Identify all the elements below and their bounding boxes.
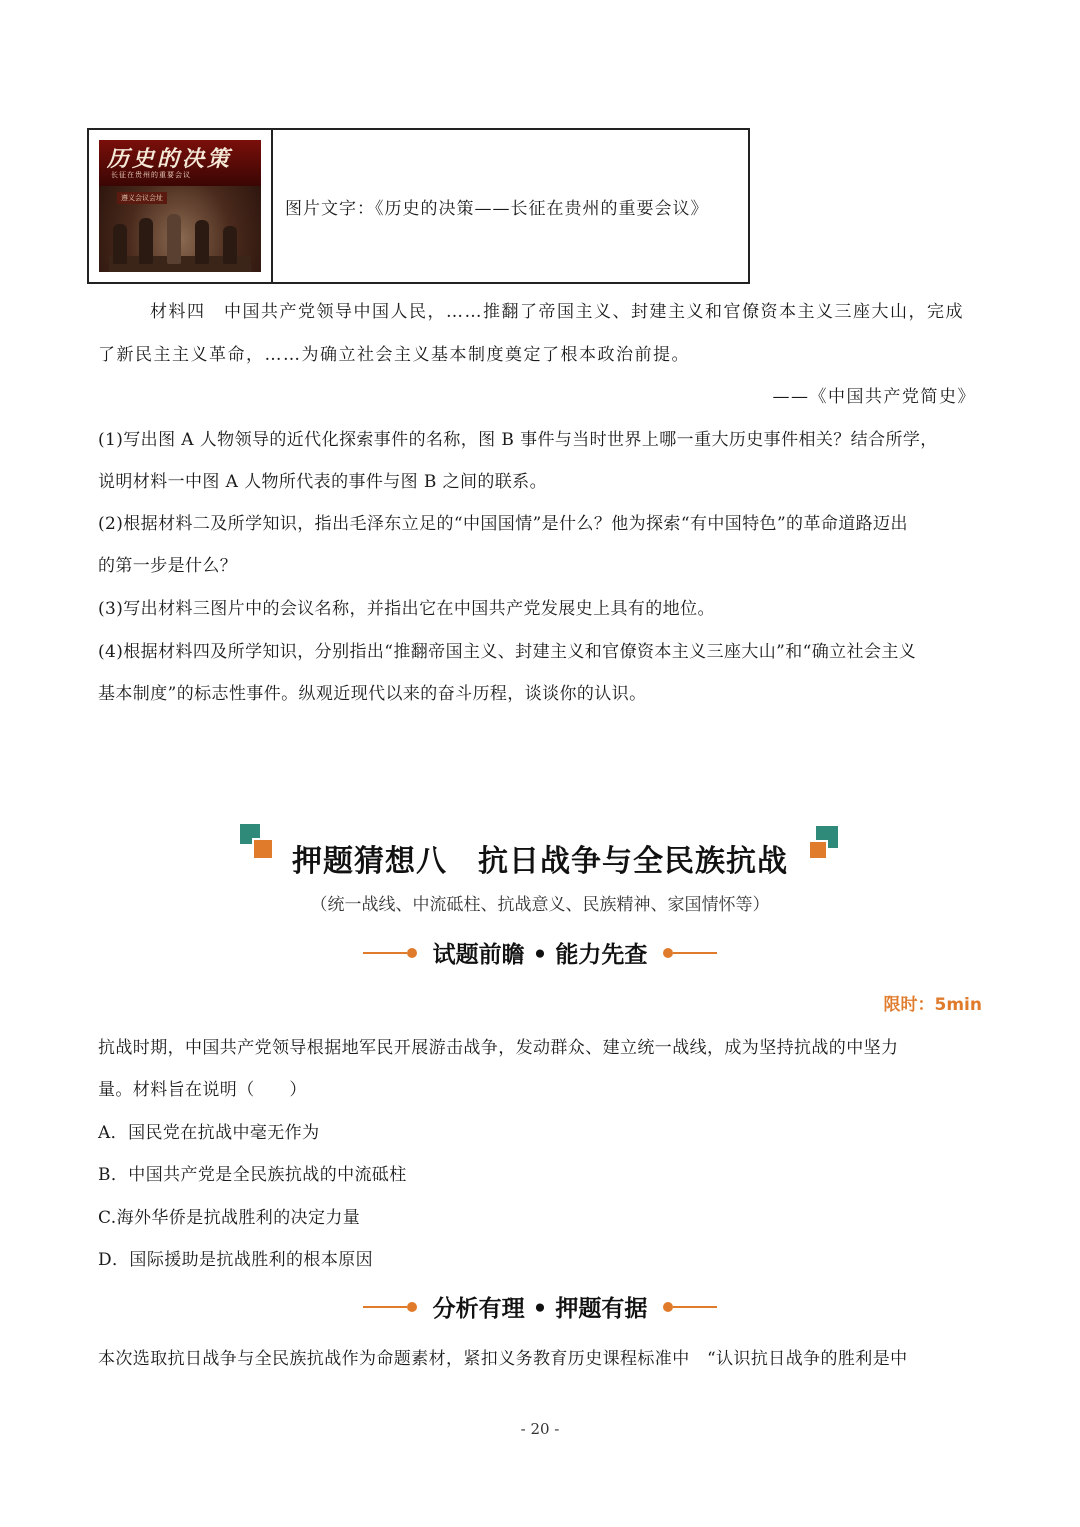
poster-title: 历史的决策 — [107, 146, 233, 172]
poster-cell — [89, 130, 273, 282]
analysis-line1: 本次选取抗日战争与全民族抗战作为命题素材，紧扣义务教育历史课程标准中 “认识抗日战争的胜利是中 — [98, 1349, 908, 1369]
material4-line1: 材料四 中国共产党领导中国人民，……推翻了帝国主义、封建主义和官僚资本主义三座大山，完成 — [150, 302, 964, 322]
question-2-line2: 的第一步是什么？ — [98, 556, 238, 576]
option-b: B．中国共产党是全民族抗战的中流砥柱 — [98, 1165, 407, 1185]
meeting-poster-image — [99, 140, 261, 272]
option-d: D．国际援助是抗战胜利的根本原因 — [98, 1250, 374, 1270]
question-1-line1: (1)写出图 A 人物领导的近代化探索事件的名称，图 B 事件与当时世界上哪一重大历史事件相关？结合所学， — [98, 430, 938, 450]
option-a: A．国民党在抗战中毫无作为 — [98, 1123, 320, 1143]
divider-line — [673, 952, 717, 954]
divider-dot-icon — [407, 948, 417, 958]
section-subtitle: （统一战线、中流砥柱、抗战意义、民族精神、家国情怀等） — [310, 895, 770, 915]
section-title: 押题猜想八 抗日战争与全民族抗战 — [292, 844, 788, 879]
question-2-line1: (2)根据材料二及所学知识，指出毛泽东立足的“中国国情”是什么？他为探索“有中国特色”的革命道路迈出 — [98, 514, 908, 534]
page-number: - 20 - — [520, 1420, 560, 1438]
poster-figure — [195, 220, 209, 264]
divider-label: 分析有理 • 押题有据 — [432, 1296, 648, 1322]
caption-cell — [273, 130, 748, 282]
divider-line — [363, 952, 407, 954]
question-4-line2: 基本制度”的标志性事件。纵观近现代以来的奋斗历程，谈谈你的认识。 — [98, 684, 647, 704]
material4-line2: 了新民主主义革命，……为确立社会主义基本制度奠定了根本政治前提。 — [98, 345, 690, 365]
poster-sign: 遵义会议会址 — [117, 192, 167, 204]
poster-figure — [113, 224, 127, 264]
divider-preview — [0, 936, 1080, 969]
material4-source: ——《中国共产党简史》 — [772, 387, 976, 407]
material3-table — [87, 128, 750, 284]
poster-figure — [139, 218, 153, 264]
time-limit: 限时：5min — [883, 995, 982, 1015]
image-caption: 图片文字：《历史的决策——长征在贵州的重要会议》 — [285, 198, 709, 219]
poster-figure — [167, 214, 181, 264]
poster-figure — [223, 226, 237, 264]
divider-analysis — [0, 1290, 1080, 1323]
question-4-line1: (4)根据材料四及所学知识，分别指出“推翻帝国主义、封建主义和官僚资本主义三座大山”和“确立社会主义 — [98, 642, 917, 662]
divider-label: 试题前瞻 • 能力先查 — [432, 942, 648, 968]
stem-line2: 量。材料旨在说明（ ） — [98, 1080, 307, 1100]
poster-subtitle: 长征在贵州的重要会议 — [111, 171, 191, 179]
divider-line — [363, 1306, 407, 1308]
divider-dot-icon — [407, 1302, 417, 1312]
stem-line1: 抗战时期，中国共产党领导根据地军民开展游击战争，发动群众、建立统一战线，成为坚持抗战的中坚力 — [98, 1038, 899, 1058]
divider-dot-icon — [663, 1302, 673, 1312]
question-3-line1: (3)写出材料三图片中的会议名称，并指出它在中国共产党发展史上具有的地位。 — [98, 599, 715, 619]
question-1-line2: 说明材料一中图 A 人物所代表的事件与图 B 之间的联系。 — [98, 472, 547, 492]
divider-line — [673, 1306, 717, 1308]
divider-dot-icon — [663, 948, 673, 958]
option-c: C.海外华侨是抗战胜利的决定力量 — [98, 1208, 361, 1228]
